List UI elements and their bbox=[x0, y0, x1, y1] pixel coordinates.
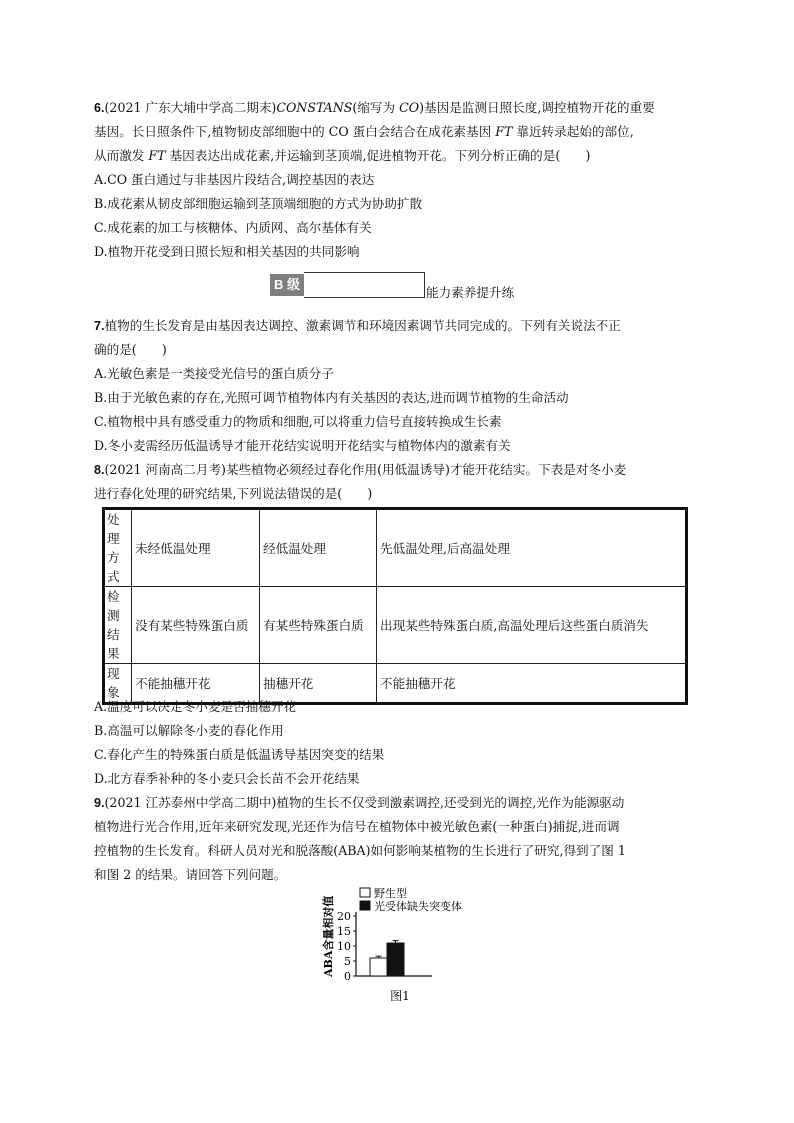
level-badge: B 级 bbox=[270, 274, 304, 296]
level-box bbox=[304, 272, 425, 298]
y-tick-label: 15 bbox=[337, 925, 351, 938]
table-cell: 不能抽穗开花 bbox=[132, 664, 260, 704]
y-tick-label: 0 bbox=[344, 970, 351, 983]
chart-bars bbox=[370, 941, 404, 976]
q6-text: 靠近转录起始的部位, bbox=[512, 124, 634, 139]
table-cell: 未经低温处理 bbox=[132, 509, 260, 587]
q7-number: 7. bbox=[94, 319, 105, 333]
q9-text: (2021 江苏泰州中学高二期中)植物的生长不仅受到激素调控,还受到光的调控,光作为能源驱动 bbox=[104, 795, 625, 810]
y-ticks bbox=[337, 910, 356, 983]
table-cell: 经低温处理 bbox=[260, 509, 377, 587]
q6-source: (2021 广东大埔中学高二期末) bbox=[104, 100, 277, 115]
table-row bbox=[104, 509, 687, 587]
q6-text: )基因是监测日照长度,调控植物开花的重要 bbox=[419, 100, 655, 115]
row-header-text: 处理方式 bbox=[107, 512, 120, 584]
q6-option-c: C.成花素的加工与核糖体、内质网、高尔基体有关 bbox=[94, 220, 372, 235]
q6-line-3 bbox=[94, 146, 590, 166]
chart-legend bbox=[360, 886, 462, 913]
q8-option-b: B.高温可以解除冬小麦的春化作用 bbox=[94, 723, 284, 738]
q7-option-d: D.冬小麦需经历低温诱导才能开花结实说明开花结实与植物体内的激素有关 bbox=[94, 438, 511, 453]
q8-line-2: 进行春化处理的研究结果,下列说法错误的是( ) bbox=[94, 486, 373, 501]
q9-line-2: 植物进行光合作用,近年来研究发现,光还作为信号在植物体中被光敏色素(一种蛋白)捕捉,进而调 bbox=[94, 819, 620, 834]
row-header bbox=[104, 509, 132, 587]
q6-number: 6. bbox=[94, 101, 105, 115]
legend-swatch bbox=[360, 888, 370, 897]
legend-swatch bbox=[360, 901, 370, 910]
q8-option-a: A.温度可以决定冬小麦是否抽穗开花 bbox=[94, 699, 297, 714]
table-cell: 抽穗开花 bbox=[260, 664, 377, 704]
row-header-text: 检测结果 bbox=[107, 589, 120, 661]
q6-option-d: D.植物开花受到日照长短和相关基因的共同影响 bbox=[94, 244, 360, 259]
q8-number: 8. bbox=[94, 463, 105, 477]
y-tick-label: 10 bbox=[337, 940, 351, 953]
row-header-text: 现象 bbox=[107, 666, 120, 700]
q6-line-1 bbox=[94, 98, 655, 118]
q7-line-1 bbox=[94, 316, 621, 336]
table-cell: 不能抽穗开花 bbox=[377, 664, 687, 704]
table-row bbox=[104, 587, 687, 664]
q8-line-1 bbox=[94, 460, 626, 480]
q7-line-2: 确的是( ) bbox=[94, 342, 167, 357]
q6-text: 基因。长日照条件下,植物韧皮部细胞中的 CO 蛋白会结合在成花素基因 bbox=[94, 124, 496, 139]
q6-gene-name: CONSTANS bbox=[276, 100, 353, 115]
q8-option-d: D.北方春季补种的冬小麦只会长苗不会开花结果 bbox=[94, 771, 360, 786]
q6-option-b: B.成花素从韧皮部细胞运输到茎顶端细胞的方式为协助扩散 bbox=[94, 196, 423, 211]
y-axis-label: ABA含量相对值 bbox=[322, 895, 335, 977]
table-cell: 先低温处理,后高温处理 bbox=[377, 509, 687, 587]
q7-option-b: B.由于光敏色素的存在,光照可调节植物体内有关基因的表达,进而调节植物的生命活动 bbox=[94, 390, 569, 405]
q6-gene-abbr: CO bbox=[399, 100, 420, 115]
level-title: 能力素养提升练 bbox=[426, 285, 515, 300]
aba-bar-chart bbox=[300, 882, 500, 1004]
chart-title: 图1 bbox=[390, 989, 410, 1003]
bar-mutant bbox=[387, 943, 404, 976]
table-cell: 没有某些特殊蛋白质 bbox=[132, 587, 260, 664]
legend-label: 光受体缺失突变体 bbox=[374, 900, 462, 913]
figure-1-chart bbox=[300, 882, 500, 1004]
q6-text: (缩写为 bbox=[352, 100, 400, 115]
q9-number: 9. bbox=[94, 796, 105, 810]
spring-treatment-table bbox=[102, 507, 688, 705]
q6-text: 从而激发 bbox=[94, 148, 149, 163]
row-header bbox=[104, 587, 132, 664]
q9-line-4: 和图 2 的结果。请回答下列问题。 bbox=[94, 867, 287, 882]
q9-line-1 bbox=[94, 793, 624, 813]
q6-gene-ft: FT bbox=[148, 148, 166, 163]
q7-option-a: A.光敏色素是一类接受光信号的蛋白质分子 bbox=[94, 366, 334, 381]
q8-text: (2021 河南高二月考)某些植物必须经过春化作用(用低温诱导)才能开花结实。下表是对冬小麦 bbox=[104, 462, 627, 477]
q6-line-2 bbox=[94, 122, 634, 142]
y-tick-label: 20 bbox=[337, 910, 351, 923]
table-cell: 出现某些特殊蛋白质,高温处理后这些蛋白质消失 bbox=[377, 587, 687, 664]
q7-option-c: C.植物根中具有感受重力的物质和细胞,可以将重力信号直接转换成生长素 bbox=[94, 414, 502, 429]
q6-gene-ft: FT bbox=[495, 124, 513, 139]
q8-option-c: C.春化产生的特殊蛋白质是低温诱导基因突变的结果 bbox=[94, 747, 385, 762]
y-tick-label: 5 bbox=[344, 955, 351, 968]
bar-wild-type bbox=[370, 958, 387, 976]
table-cell: 有某些特殊蛋白质 bbox=[260, 587, 377, 664]
q9-line-3: 控植物的生长发育。科研人员对光和脱落酸(ABA)如何影响某植物的生长进行了研究,得到了图 1 bbox=[94, 843, 626, 858]
q6-text: 基因表达出成花素,并运输到茎顶端,促进植物开花。下列分析正确的是( ) bbox=[165, 148, 591, 163]
legend-label: 野生型 bbox=[374, 887, 407, 900]
q6-option-a: A.CO 蛋白通过与非基因片段结合,调控基因的表达 bbox=[94, 172, 375, 187]
q7-text: 植物的生长发育是由基因表达调控、激素调节和环境因素调节共同完成的。下列有关说法不正 bbox=[104, 318, 621, 333]
